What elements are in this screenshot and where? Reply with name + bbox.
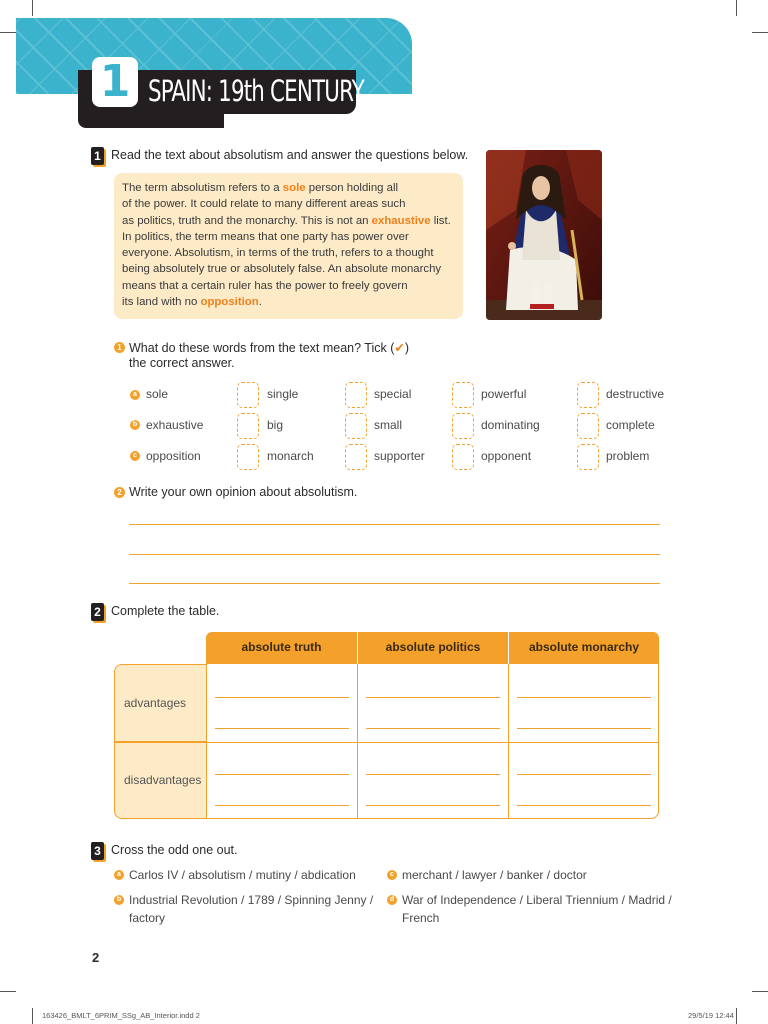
tick-box[interactable]: [237, 382, 259, 408]
table-cell-line[interactable]: [366, 728, 500, 729]
crop-mark: [0, 32, 16, 33]
answer-option: big: [267, 418, 284, 432]
item-letter-d: d: [387, 895, 397, 905]
item-letter-a: a: [114, 870, 124, 880]
crop-mark: [752, 32, 768, 33]
highlight-word-opposition: opposition: [200, 296, 259, 309]
question-2-text: Write your own opinion about absolutism.: [129, 485, 358, 499]
crop-mark: [32, 0, 33, 16]
question-bullet-1: 1: [114, 342, 125, 353]
page-number: 2: [92, 950, 100, 965]
table-row-head-advantages: [114, 664, 206, 742]
odd-one-out-item[interactable]: War of Independence / Liberal Triennium / Madrid /: [402, 893, 672, 907]
answer-option: opponent: [481, 449, 532, 463]
question-1-text: What do these words from the text mean? Tick (✔): [129, 341, 410, 355]
table-header-absolute-truth: absolute truth: [206, 632, 357, 664]
tick-box[interactable]: [237, 413, 259, 439]
answer-option: powerful: [481, 387, 527, 401]
exercise-3-instruction: Cross the odd one out.: [111, 843, 238, 857]
table-divider: [114, 742, 659, 743]
table-header-absolute-monarchy: absolute monarchy: [508, 632, 659, 664]
writing-line[interactable]: [129, 583, 660, 584]
table-cell-line[interactable]: [215, 774, 349, 775]
answer-option: monarch: [267, 449, 314, 463]
row-label-advantages: advantages: [124, 696, 187, 710]
highlight-word-exhaustive: exhaustive: [371, 214, 431, 227]
item-letter-c: c: [387, 870, 397, 880]
answer-option: complete: [606, 418, 655, 432]
vocab-word: sole: [146, 387, 169, 401]
table-header-absolute-politics: absolute politics: [357, 632, 508, 664]
tick-box[interactable]: [452, 382, 474, 408]
odd-one-out-item[interactable]: merchant / lawyer / banker / doctor: [402, 868, 587, 882]
tick-box[interactable]: [345, 444, 367, 470]
crop-mark: [736, 1008, 737, 1024]
option-letter-b: b: [130, 420, 140, 430]
tick-box[interactable]: [577, 413, 599, 439]
tick-box[interactable]: [345, 382, 367, 408]
table-cell-line[interactable]: [366, 774, 500, 775]
exercise-number-3: 3: [91, 842, 104, 860]
unit-number: 1: [92, 57, 138, 107]
row-label-disadvantages: disadvantages: [124, 773, 202, 787]
crop-mark: [0, 991, 16, 992]
table-cell-line[interactable]: [517, 805, 651, 806]
tick-icon: ✔: [394, 341, 405, 355]
table-cell-line[interactable]: [366, 805, 500, 806]
page-title: SPAIN: 19th CENTURY: [148, 74, 364, 108]
king-portrait-image: [486, 150, 602, 320]
crop-mark: [736, 0, 737, 16]
answer-option: problem: [606, 449, 650, 463]
option-letter-c: c: [130, 451, 140, 461]
footer-file-info: 163426_BMLT_6PRIM_SSg_AB_Interior.indd 2: [42, 1011, 200, 1020]
question-1-text-line2: the correct answer.: [129, 356, 235, 370]
table-row-head-disadvantages: [114, 742, 206, 819]
footer-date: 29/5/19 12:44: [688, 1011, 734, 1020]
vocab-word: opposition: [146, 449, 201, 463]
table-cell-line[interactable]: [366, 697, 500, 698]
item-letter-b: b: [114, 895, 124, 905]
tick-box[interactable]: [452, 444, 474, 470]
highlight-word-sole: sole: [282, 182, 306, 194]
portrait-illustration: [486, 150, 602, 320]
table-cell-line[interactable]: [517, 774, 651, 775]
writing-line[interactable]: [129, 524, 660, 525]
exercise-number-1: 1: [91, 147, 104, 165]
answer-option: special: [374, 387, 412, 401]
answer-option: destructive: [606, 387, 665, 401]
vocab-word: exhaustive: [146, 418, 204, 432]
odd-one-out-item-cont[interactable]: factory: [129, 911, 166, 925]
tick-box[interactable]: [452, 413, 474, 439]
option-letter-a: a: [130, 390, 140, 400]
crop-mark: [32, 1008, 33, 1024]
odd-one-out-item-cont[interactable]: French: [402, 911, 440, 925]
table-cell-line[interactable]: [215, 728, 349, 729]
question-bullet-2: 2: [114, 487, 125, 498]
reading-text: The term absolutism refers to a sole person holding all of the power. It could relate to many different areas such as politics, truth and the monarchy. This is not an exhaustive list. In politics, the term means that one party has power over everyone. Absolutism, in terms of the truth, refers to a thought being absolutely true or absolutely false. An absolute monarchy means that a certain ruler has the power to freely govern its land with no opposition.: [122, 182, 451, 309]
odd-one-out-item[interactable]: Industrial Revolution / 1789 / Spinning Jenny /: [129, 893, 374, 907]
tick-box[interactable]: [237, 444, 259, 470]
crop-mark: [752, 991, 768, 992]
table-cell-line[interactable]: [215, 805, 349, 806]
answer-option: supporter: [374, 449, 425, 463]
tick-box[interactable]: [577, 444, 599, 470]
tick-box[interactable]: [345, 413, 367, 439]
tick-box[interactable]: [577, 382, 599, 408]
answer-option: single: [267, 387, 299, 401]
exercise-number-2: 2: [91, 603, 104, 621]
answer-option: small: [374, 418, 403, 432]
table-cell-line[interactable]: [215, 697, 349, 698]
answer-option: dominating: [481, 418, 540, 432]
exercise-1-instruction: Read the text about absolutism and answer the questions below.: [111, 148, 469, 162]
writing-line[interactable]: [129, 554, 660, 555]
exercise-2-instruction: Complete the table.: [111, 604, 220, 618]
table-cell-line[interactable]: [517, 728, 651, 729]
table-cell-line[interactable]: [517, 697, 651, 698]
odd-one-out-item[interactable]: Carlos IV / absolutism / mutiny / abdication: [129, 868, 356, 882]
